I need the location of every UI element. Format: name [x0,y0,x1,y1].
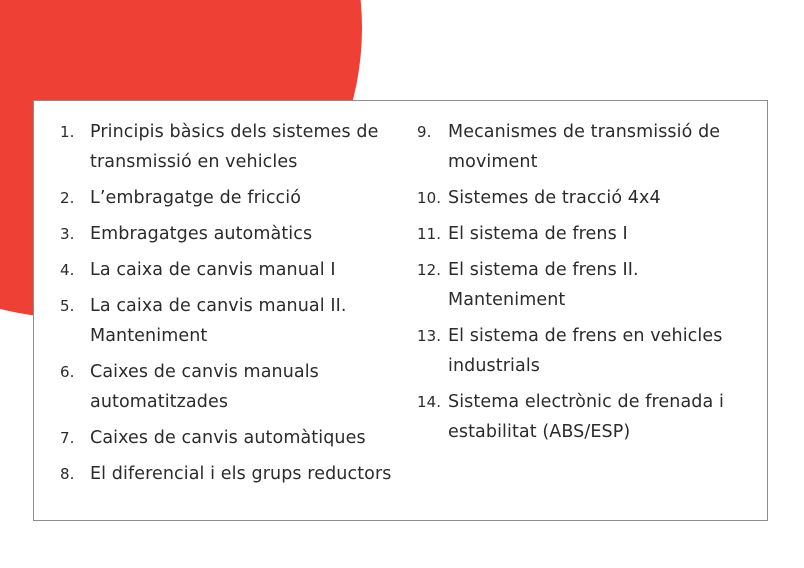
list-item [60,183,410,213]
item-title: El sistema de frens en vehicles industrials [448,326,723,376]
item-number: 4. [60,261,75,279]
list-item [417,183,757,213]
list-item [60,357,410,417]
list-item [60,459,410,489]
item-number: 5. [60,297,75,315]
item-number: 12. [417,261,442,279]
item-title: Caixes de canvis automàtiques [90,428,366,448]
item-title: El diferencial i els grups reductors [90,464,392,484]
list-item [417,321,757,381]
item-title: L’embragatge de fricció [90,188,302,208]
item-number: 6. [60,363,75,381]
item-title: Sistemes de tracció 4x4 [448,188,661,208]
item-title: La caixa de canvis manual I [90,260,336,280]
list-item [417,219,757,249]
item-number: 14. [417,393,442,411]
item-number: 3. [60,225,75,243]
list-item [60,255,410,285]
item-number: 1. [60,123,75,141]
item-number: 13. [417,327,442,345]
item-number: 8. [60,465,75,483]
item-title: El sistema de frens I [448,224,628,244]
list-item [60,219,410,249]
contents-right-column [417,117,757,453]
item-title: Embragatges automàtics [90,224,313,244]
item-title: La caixa de canvis manual II. Manteniment [90,296,347,346]
contents-left-column [60,117,410,495]
item-title: Mecanismes de transmissió de moviment [448,122,721,172]
item-number: 10. [417,189,442,207]
list-item [417,117,757,177]
list-item [60,423,410,453]
item-number: 9. [417,123,432,141]
item-title: Sistema electrònic de frenada i estabilitat (ABS/ESP) [448,392,724,442]
item-title: Caixes de canvis manuals automatitzades [90,362,319,412]
contents-box [33,100,768,521]
list-item [60,117,410,177]
item-number: 7. [60,429,75,447]
list-item [417,255,757,315]
item-title: Principis bàsics dels sistemes de transmissió en vehicles [90,122,379,172]
list-item [417,387,757,447]
list-item [60,291,410,351]
item-title: El sistema de frens II. Manteniment [448,260,639,310]
item-number: 11. [417,225,442,243]
item-number: 2. [60,189,75,207]
